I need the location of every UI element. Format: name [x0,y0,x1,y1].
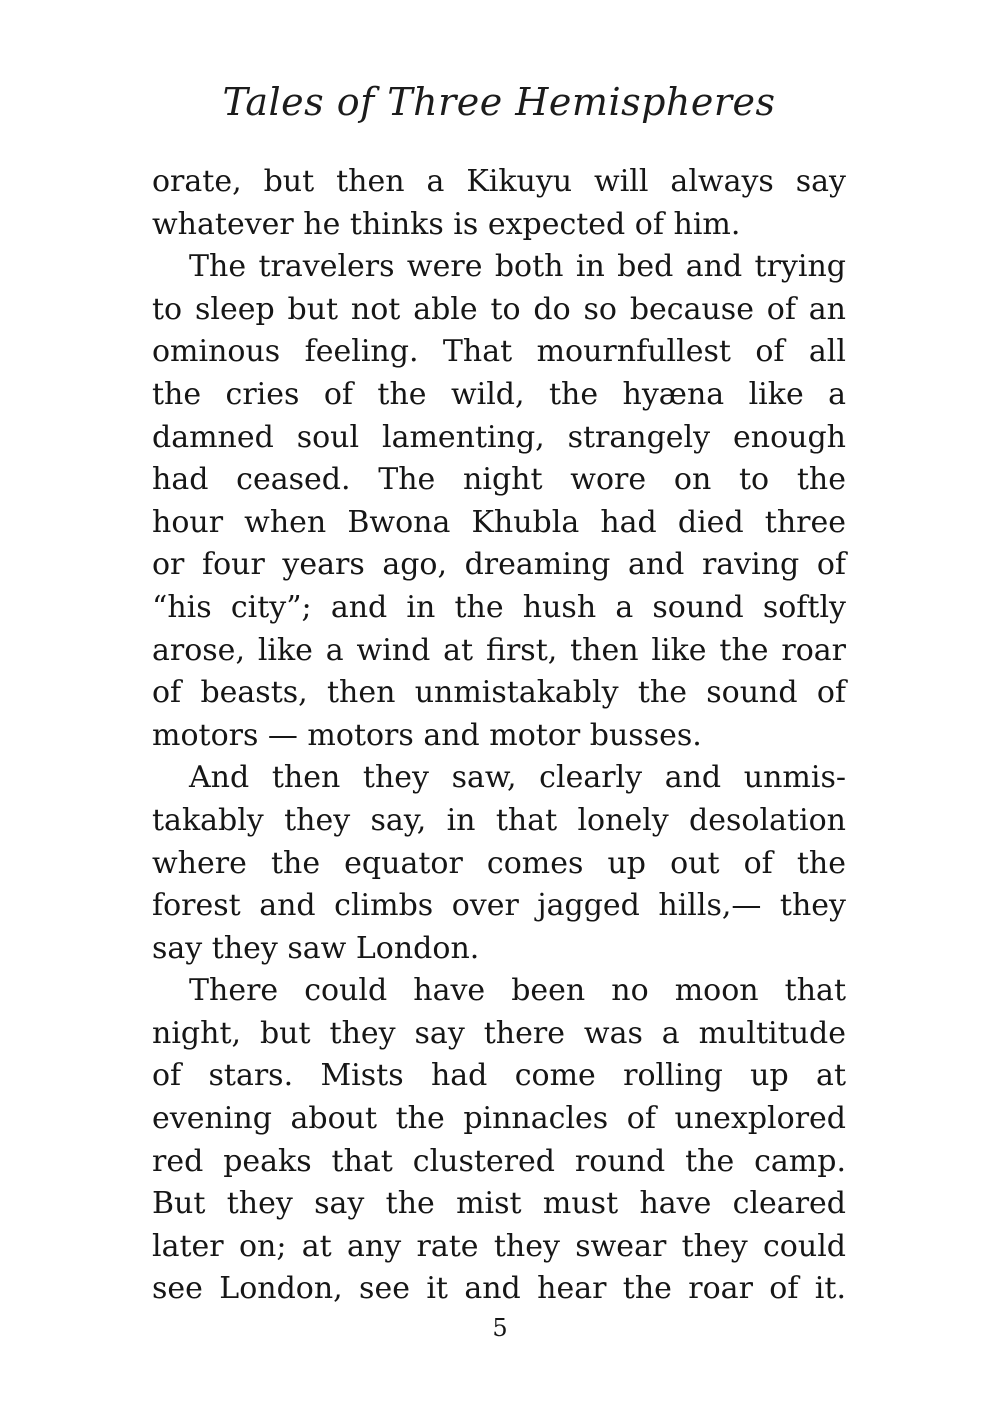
text-line: arose, like a wind at first, then like the roar [152,632,846,668]
text-line: night, but they say there was a multitude [152,1015,846,1051]
page-number: 5 [492,1314,508,1342]
running-head-title: Tales of Three Hemispheres [222,80,776,124]
text-line: or four years ago, dreaming and raving of [152,547,846,583]
text-line: There could have been no moon that [189,973,846,1009]
text-line: say they saw London. [152,930,480,966]
body-text [152,161,846,1311]
text-line: of beasts, then unmistakably the sound of [152,675,846,711]
text-line: hour when Bwona Khubla had died three [152,504,846,540]
text-line: damned soul lamenting, strangely enough [152,419,846,455]
text-line: whatever he thinks is expected of him. [152,206,741,242]
text-line: “his city”; and in the hush a sound softly [152,589,846,625]
text-line: But they say the mist must have cleared [152,1186,846,1222]
text-line: forest and climbs over jagged hills,— they [152,888,846,924]
text-line: evening about the pinnacles of unexplored [152,1101,846,1137]
text-line: later on; at any rate they swear they could [152,1228,846,1264]
text-line: orate, but then a Kikuyu will always say [152,164,846,199]
text-line: ominous feeling. That mournfullest of all [152,334,846,370]
text-line: The travelers were both in bed and trying [189,249,846,285]
text-line: motors — motors and motor busses. [152,717,702,753]
text-line: see London, see it and hear the roar of it. [152,1271,846,1307]
text-line: red peaks that clustered round the camp. [152,1143,846,1179]
text-line: And then they saw, clearly and unmis- [189,760,846,796]
text-line: to sleep but not able to do so because of an [152,291,846,327]
text-line: had ceased. The night wore on to the [152,462,846,498]
text-line: of stars. Mists had come rolling up at [152,1058,846,1094]
text-line: where the equator comes up out of the [152,845,846,881]
text-line: the cries of the wild, the hyæna like a [152,376,846,412]
text-line: takably they say, in that lonely desolation [152,802,846,838]
